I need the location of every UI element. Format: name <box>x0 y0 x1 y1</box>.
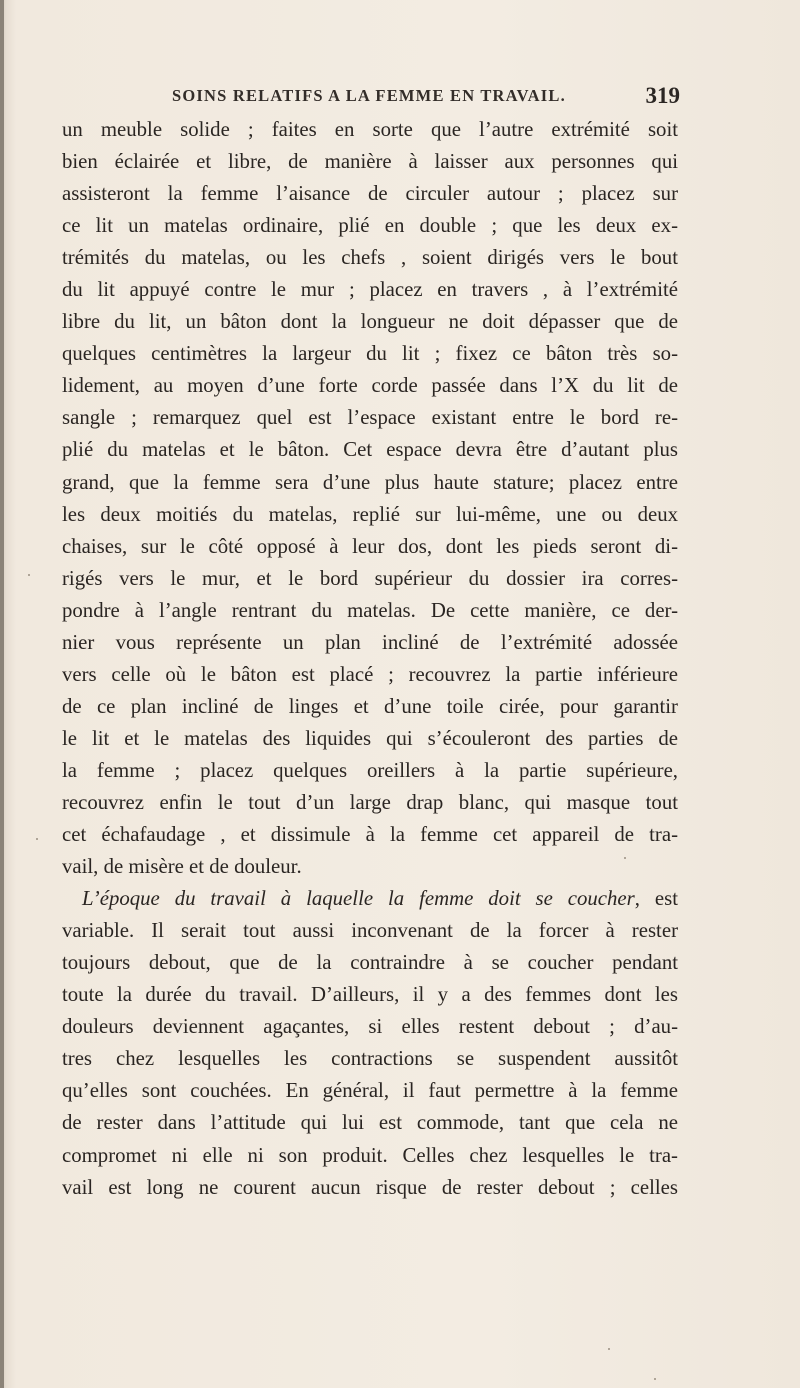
text-line: le lit et le matelas des liquides qui s’écouleront des parties de <box>62 726 678 750</box>
text-line: vail est long ne courent aucun risque de rester debout ; celles <box>62 1175 678 1199</box>
text-line: cet échafaudage , et dissimule à la femme cet appareil de tra- <box>62 823 678 847</box>
text-line: lidement, au moyen d’une forte corde passée dans l’X du lit de <box>62 374 678 398</box>
page-binding-edge <box>0 0 4 1388</box>
page-number: 319 <box>645 83 680 108</box>
text-line: toujours debout, que de la contraindre à se coucher pendant <box>62 951 678 975</box>
text-line: pondre à l’angle rentrant du matelas. De cette manière, ce der- <box>62 598 678 622</box>
text-line: de rester dans l’attitude qui lui est commode, tant que cela ne <box>62 1111 678 1135</box>
text-line: libre du lit, un bâton dont la longueur ne doit dépasser que de <box>62 310 678 334</box>
text-line: chaises, sur le côté opposé à leur dos, dont les pieds seront di- <box>62 534 678 558</box>
text-line: vail, de misère et de douleur. <box>62 855 302 879</box>
running-title: SOINS RELATIFS A LA FEMME EN TRAVAIL. <box>172 86 566 105</box>
paper-speck <box>624 857 626 859</box>
paper-speck <box>608 1348 610 1350</box>
text-line: les deux moitiés du matelas, replié sur lui-même, une ou deux <box>62 502 678 526</box>
text-line: bien éclairée et libre, de manière à laisser aux personnes qui <box>62 150 678 174</box>
text-line: un meuble solide ; faites en sorte que l’autre extrémité soit <box>62 118 678 141</box>
text-line: sangle ; remarquez quel est l’espace existant entre le bord re- <box>62 406 678 430</box>
paper-speck <box>36 838 38 840</box>
italic-lead: L’époque du travail à laquelle la femme doit se coucher <box>82 887 635 911</box>
text-line: du lit appuyé contre le mur ; placez en travers , à l’extrémité <box>62 278 678 302</box>
text-line: recouvrez enfin le tout d’un large drap blanc, qui masque tout <box>62 790 678 814</box>
text-line: la femme ; placez quelques oreillers à la partie supérieure, <box>62 758 678 782</box>
text-line: vers celle où le bâton est placé ; recouvrez la partie inférieure <box>62 662 678 686</box>
text-line: plié du matelas et le bâton. Cet espace devra être d’autant plus <box>62 438 678 462</box>
body-text <box>62 114 678 1204</box>
paper-speck <box>654 1378 656 1380</box>
text-line: tres chez lesquelles les contractions se suspendent aussitôt <box>62 1047 678 1071</box>
text-line: grand, que la femme sera d’une plus haute stature; placez entre <box>62 470 678 494</box>
text-line: variable. Il serait tout aussi inconvenant de la forcer à rester <box>62 919 678 943</box>
text-line: ce lit un matelas ordinaire, plié en double ; que les deux ex- <box>62 214 678 238</box>
lead-tail: , est <box>634 887 678 911</box>
text-line: quelques centimètres la largeur du lit ; fixez ce bâton très so- <box>62 342 678 366</box>
paragraph-lead-line <box>62 883 678 915</box>
text-line: rigés vers le mur, et le bord supérieur du dossier ira corres- <box>62 566 678 590</box>
paper-speck <box>28 574 30 576</box>
text-line: compromet ni elle ni son produit. Celles chez lesquelles le tra- <box>62 1143 678 1167</box>
text-line: assisteront la femme l’aisance de circuler autour ; placez sur <box>62 182 678 206</box>
text-line: douleurs deviennent agaçantes, si elles restent debout ; d’au- <box>62 1015 678 1039</box>
text-line: de ce plan incliné de linges et d’une toile cirée, pour garantir <box>62 694 678 718</box>
text-line: qu’elles sont couchées. En général, il faut permettre à la femme <box>62 1079 678 1103</box>
running-head <box>172 83 680 110</box>
text-line: trémités du matelas, ou les chefs , soient dirigés vers le bout <box>62 246 678 270</box>
text-line: toute la durée du travail. D’ailleurs, il y a des femmes dont les <box>62 983 678 1007</box>
text-line: nier vous représente un plan incliné de l’extrémité adossée <box>62 630 678 654</box>
